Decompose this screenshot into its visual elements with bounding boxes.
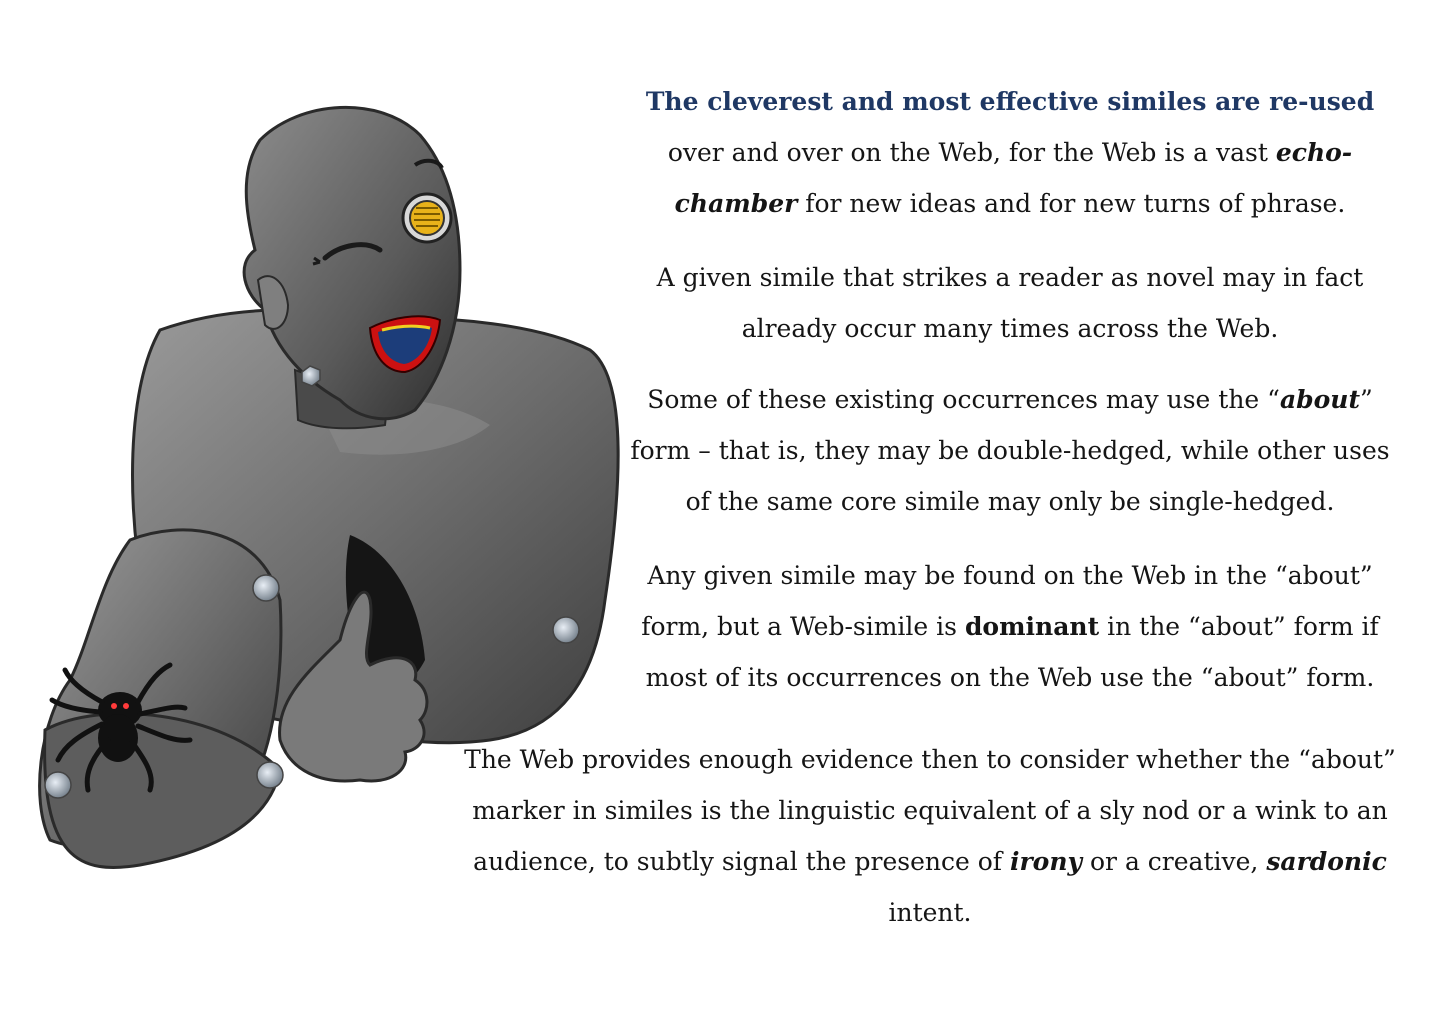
- emphasis-sardonic: sardonic: [1266, 847, 1387, 876]
- headline: The cleverest and most effective similes are re-used: [645, 87, 1375, 116]
- emphasis-about: about: [1279, 385, 1361, 414]
- emphasis-echo-chamber: echo-chamber: [674, 138, 1353, 218]
- bolt-icon: [257, 762, 283, 788]
- paragraph-3: [625, 374, 1395, 527]
- paragraph-2: [625, 252, 1395, 354]
- paragraph-4-text-b: in the “about” form if most of its occurrences on the Web use the “about” form.: [645, 612, 1379, 692]
- paragraph-1: [625, 76, 1395, 229]
- paragraph-3-text-b: ” form – that is, they may be double-hedged, while other uses of the same core simile may only be single-hedged.: [630, 385, 1390, 516]
- paragraph-5-text-a: The Web provides enough evidence then to consider whether the “about” marker in similes is the linguistic equivalent of a sly nod or a wink to an audience, to subtly signal the presence of: [464, 745, 1396, 876]
- bolt-icon: [553, 617, 579, 643]
- paragraph-4-text-a: Any given simile may be found on the Web in the “about” form, but a Web-simile is: [641, 561, 1373, 641]
- paragraph-2-text: A given simile that strikes a reader as novel may in fact already occur many times across the Web.: [656, 263, 1364, 343]
- emphasis-irony: irony: [1010, 847, 1083, 876]
- paragraph-1-text-a: over and over on the Web, for the Web is a vast: [667, 138, 1276, 167]
- paragraph-1-text-b: for new ideas and for new turns of phrase.: [797, 189, 1346, 218]
- bolt-icon: [253, 575, 279, 601]
- paragraph-5-text-c: intent.: [888, 898, 972, 927]
- emphasis-dominant: dominant: [964, 612, 1100, 641]
- bolt-icon: [45, 772, 71, 798]
- paragraph-5: [440, 734, 1420, 938]
- paragraph-5-text-b: or a creative,: [1082, 847, 1267, 876]
- paragraph-4: [625, 550, 1395, 703]
- paragraph-3-text-a: Some of these existing occurrences may use the “: [647, 385, 1280, 414]
